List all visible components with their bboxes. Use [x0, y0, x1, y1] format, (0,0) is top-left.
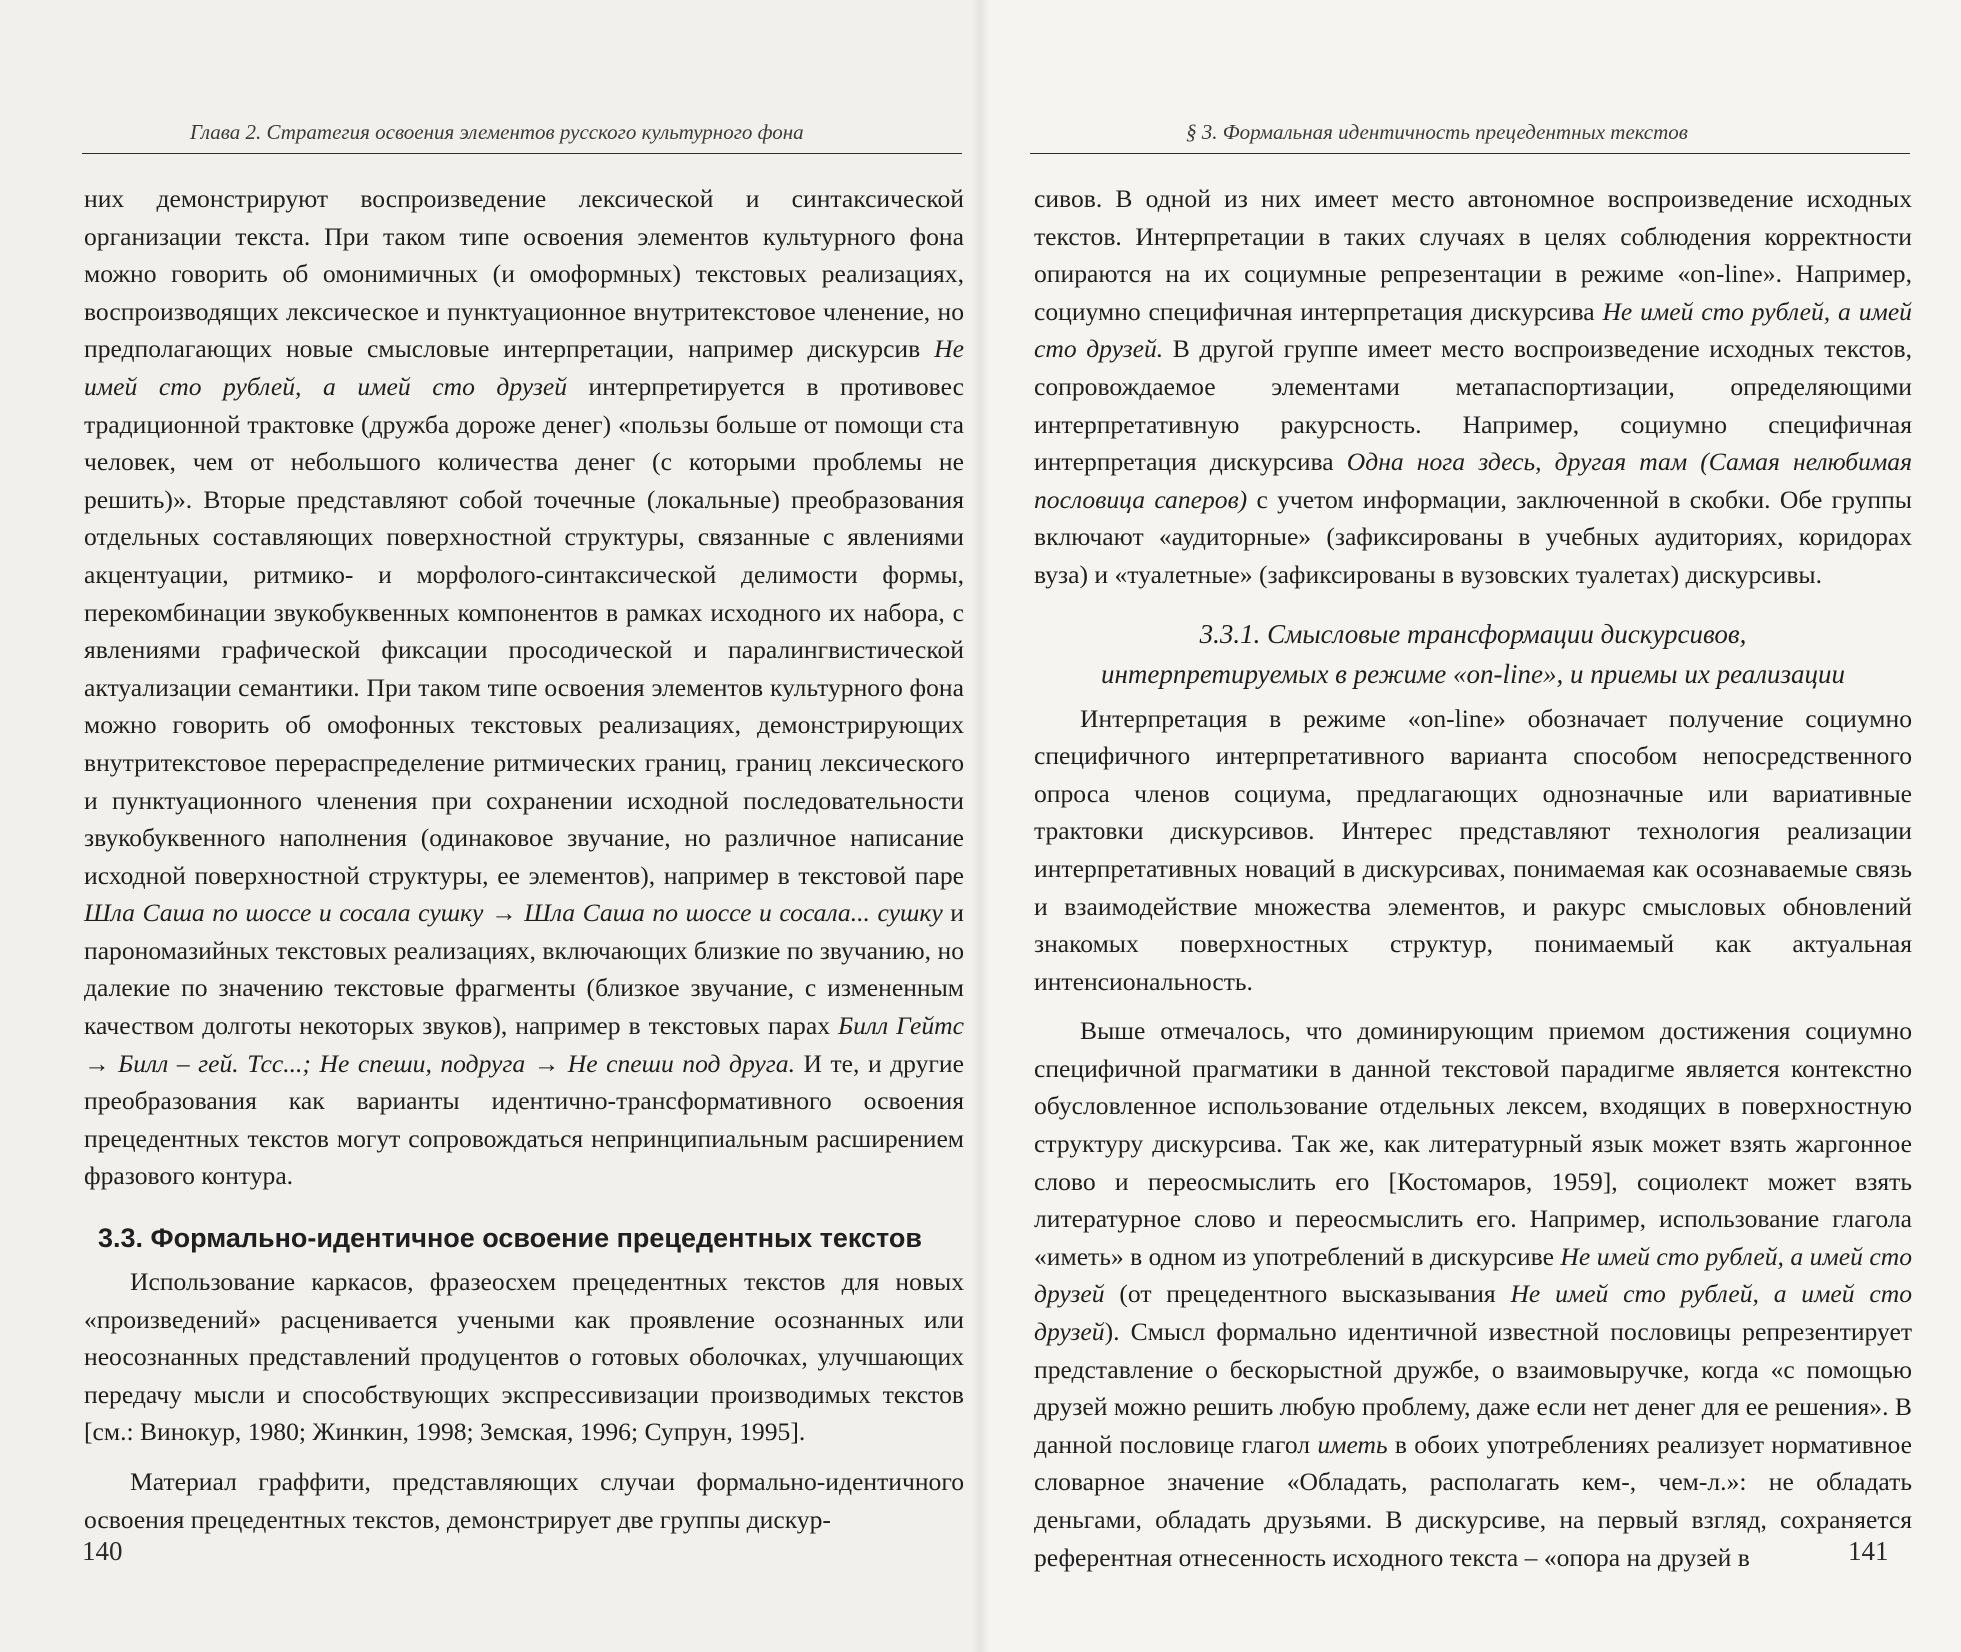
paragraph: Использование каркасов, фразеосхем прецедентных текстов для новых «произведений» расценивается учеными как проявление осознанных или неосознанных представлений продуцентов о готовых оболочках, улучшающих передачу мысли и способствующих экспрессивизации производимых текстов [см.: Винокур, 1980; Жинкин, 1998; Земская, 1996; Супрун, 1995].: [84, 1267, 964, 1447]
text-run: сивов. В одной из них имеет место автономное воспроизведение исходных текстов. Интерпретации в таких случаях в целях соблюдения корректности опираются на их социумные репрезентации в режиме «on-line». Например, социумно специфичная интерпретация дискурсива: [1034, 184, 1912, 326]
subsection-title-line: 3.3.1. Смысловые трансформации дискурсивов,: [1199, 618, 1747, 649]
paragraph: [84, 180, 964, 1195]
italic-example: Одна нога здесь, другая там (Самая нелюбимая пословица саперов): [1034, 447, 1912, 514]
paragraph: Материал граффити, представляющих случаи формально-идентичного освоения прецедентных текстов, демонстрирует две группы дискур-: [84, 1467, 964, 1534]
text-run: (от прецедентного высказывания: [1104, 1279, 1511, 1309]
paragraph: [1034, 1012, 1912, 1576]
italic-example: иметь: [1317, 1429, 1388, 1459]
header-rule: [82, 153, 962, 154]
section-title: 3.3. Формально-идентичное освоение прецедентных текстов: [98, 1223, 922, 1254]
page-number: 141: [1848, 1536, 1889, 1566]
italic-example: Не имей сто рублей, а имей сто друзей: [1034, 1241, 1912, 1309]
text-run: них демонстрируют воспроизведение лексической и синтаксической организации текста. При таком типе освоения элементов культурного фона можно говорить об омонимичных (и омоформных) текстовых реализациях, воспроизводящих лексическое и пунктуационное внутритекстовое членение, но предполагающих новые смысловые интерпретации, например дискурсив: [84, 184, 964, 364]
subsection-title: [1034, 614, 1912, 694]
paragraph: [1034, 180, 1912, 594]
paragraph-gap: [84, 1451, 964, 1463]
text-column: [84, 180, 964, 1538]
page-number: 140: [82, 1536, 123, 1566]
running-head: Глава 2. Стратегия освоения элементов русского культурного фона: [190, 120, 804, 144]
text-run: В другой группе имеет место воспроизведение исходных текстов, сопровождаемое элементами метапаспортизации, определяющими интерпретативную ракурсность. Например, социумно специфичная интерпретация дискурсива: [1034, 334, 1912, 477]
right-page: [980, 0, 1961, 1652]
text-run: и парономазийных текстовых реализациях, включающих близкие по звучанию, но далекие по значению текстовые фрагменты (близкое звучание, с измененным качеством долготы некоторых звуков), например в текстовых парах: [84, 898, 964, 1041]
book-gutter-shadow: [972, 0, 990, 1652]
italic-example: Шла Саша по шоссе и сосала сушку → Шла Саша по шоссе и сосала... сушку: [84, 898, 943, 928]
subsection-title-line: интерпретируемых в режиме «on-line», и приемы их реализации: [1100, 658, 1846, 689]
header-rule: [1030, 153, 1910, 154]
text-run: И те, и другие преобразования как варианты идентично-трансформативного освоения прецедентных текстов могут сопровождаться непринципиальным расширением фразового контура.: [84, 1048, 964, 1191]
paragraph-gap: [1034, 1000, 1912, 1012]
italic-example: Не имей сто рублей, а имей сто друзей.: [1034, 296, 1912, 364]
italic-example: Билл Гейтс → Билл – гей. Тсс...; Не спеши, подруга → Не спеши под друга.: [84, 1011, 964, 1078]
italic-example: Не имей сто рублей, а имей сто друзей: [84, 334, 964, 401]
left-page: [0, 0, 980, 1652]
paragraph: Интерпретация в режиме «on-line» обозначает получение социумно специфичного интерпретативного варианта способом непосредственного опроса членов социума, предлагающих однозначные или вариативные трактовки дискурсивов. Интерес представляют технология реализации интерпретативных новаций в дискурсивах, понимаемая как осознаваемые связь и взаимодействие множества элементов, и ракурс смысловых обновлений знакомых поверхностных структур, понимаемый как актуальная интенсиональность.: [1034, 703, 1912, 996]
text-run: Выше отмечалось, что доминирующим приемом достижения социумно специфичной прагматики в данной текстовой парадигме является контекстно обусловленное использование отдельных лексем, входящих в поверхностную структуру дискурсива. Так же, как литературный язык может взять жаргонное слово и переосмыслить его [Костомаров, 1959], социолект может взять литературное слово и переосмыслить его. Например, использование глагола «иметь» в одном из употреблений в дискурсиве: [1034, 1016, 1912, 1271]
text-run: в обоих употреблениях реализует нормативное словарное значение «Обладать, располагать кем-, чем-л.»: не обладать деньгами, обладать друзьями. В дискурсиве, на первый взгляд, сохраняется референтная отнесенность исходного текста – «опора на друзей в: [1034, 1429, 1913, 1572]
text-run: ). Смысл формально идентичной известной пословицы репрезентирует представление о бескорыстной дружбе, о взаимовыручке, когда «с помощью друзей можно решить любую проблему, даже если нет денег для ее решения». В данной пословице глагол: [1034, 1317, 1912, 1459]
text-run: с учетом информации, заключенной в скобки. Обе группы включают «аудиторные» (зафиксированы в учебных аудиториях, коридорах вуза) и «туалетные» (зафиксированы в вузовских туалетах) дискурсивы.: [1034, 484, 1913, 589]
text-column: [1034, 180, 1912, 1576]
italic-example: Не имей сто рублей, а имей сто друзей: [1034, 1279, 1912, 1347]
text-run: интерпретируется в противовес традиционной трактовке (дружба дороже денег) «пользы больше от помощи ста человек, чем от небольшого количества денег (с которыми проблемы не решить)». Вторые представляют собой точечные (локальные) преобразования отдельных составляющих поверхностной структуры, связанные с явлениями акцентуации, ритмико- и морфолого-синтаксической делимости формы, перекомбинации звукобуквенных компонентов в рамках исходного их набора, с явлениями графической фиксации просодической и паралингвистической актуализации семантики. При таком типе освоения элементов культурного фона можно говорить об омофонных текстовых реализациях, демонстрирующих внутритекстовое перераспределение ритмических границ, границ лексического и пунктуационного членения при сохранении исходной последовательности звукобуквенного наполнения (одинаковое звучание, но различное написание исходной поверхностной структуры, ее элементов), например в текстовой паре: [84, 371, 964, 890]
running-head: § 3. Формальная идентичность прецедентных текстов: [1186, 120, 1688, 144]
